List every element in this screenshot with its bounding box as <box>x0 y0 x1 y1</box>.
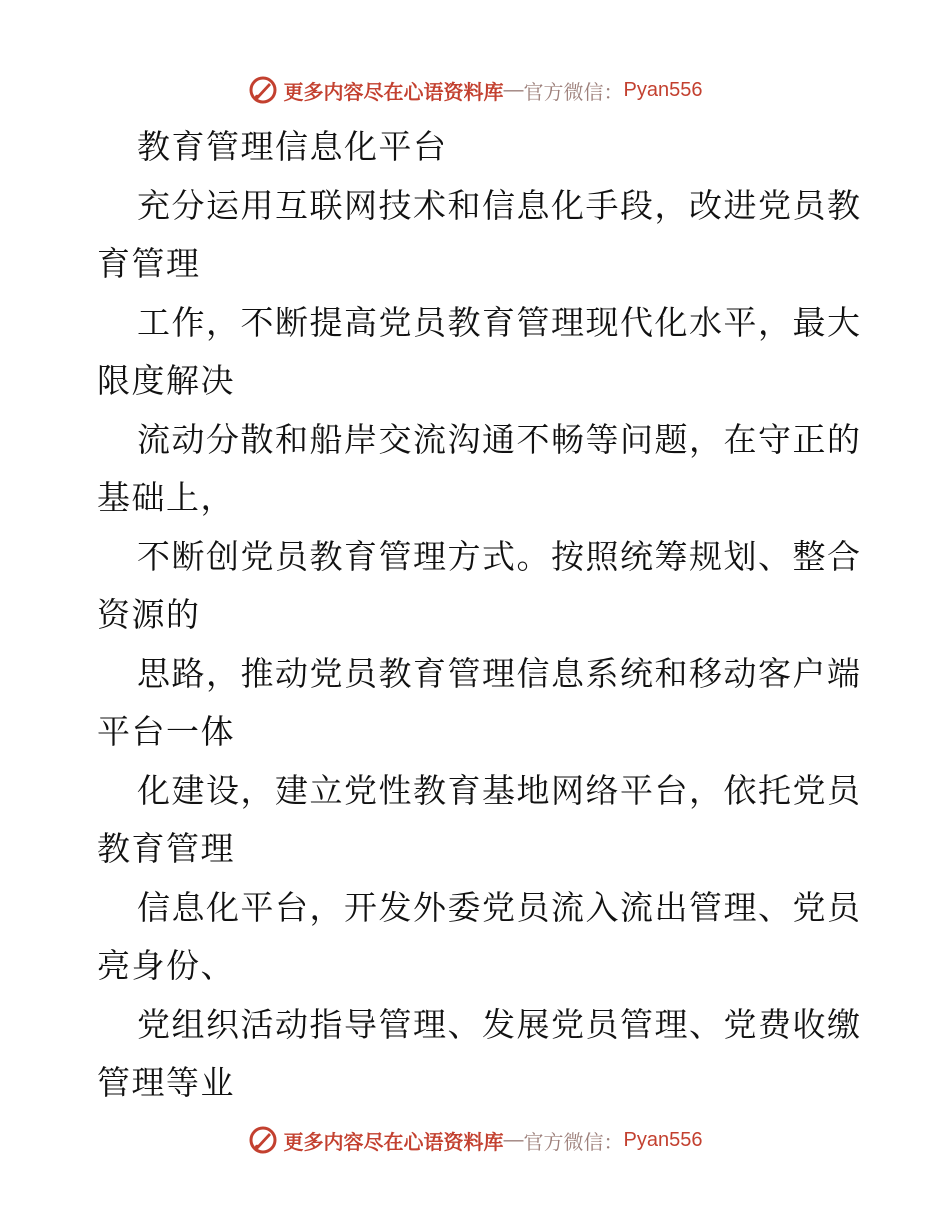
document-line: 不断创党员教育管理方式。按照统筹规划、整合 <box>137 536 862 576</box>
header-banner <box>0 70 950 110</box>
document-line: 思路，推动党员教育管理信息系统和移动客户端 <box>137 653 862 693</box>
footer-banner <box>0 1120 950 1160</box>
document-body <box>97 118 862 1113</box>
document-line: 党组织活动指导管理、发展党员管理、党费收缴 <box>137 1004 862 1044</box>
banner-wechat-label: 官方微信： <box>523 79 624 104</box>
document-line: 化建设，建立党性教育基地网络平台，依托党员 <box>137 770 862 810</box>
document-line: 流动分散和船岸交流沟通不畅等问题，在守正的 <box>137 419 862 459</box>
document-line: 基础上， <box>97 478 235 517</box>
document-line: 限度解决 <box>97 361 235 400</box>
document-line: 管理等业 <box>97 1063 235 1102</box>
banner-main-text: 更多内容尽在心语资料库 <box>283 1129 504 1154</box>
banner-wechat-id: Pyan556 <box>623 1128 703 1151</box>
banner-separator: — <box>503 78 524 101</box>
document-line: 亮身份、 <box>97 946 235 985</box>
document-line: 资源的 <box>97 595 201 634</box>
document-line: 信息化平台，开发外委党员流入流出管理、党员 <box>137 887 862 927</box>
document-line: 工作，不断提高党员教育管理现代化水平，最大 <box>137 302 862 342</box>
banner-main-text: 更多内容尽在心语资料库 <box>283 79 504 104</box>
document-line: 育管理 <box>97 244 201 283</box>
document-line: 教育管理信息化平台 <box>137 127 448 166</box>
ink-brush-logo-icon <box>248 1125 278 1155</box>
banner-separator: — <box>503 1128 524 1151</box>
document-line: 充分运用互联网技术和信息化手段，改进党员教 <box>137 185 862 225</box>
document-line: 平台一体 <box>97 712 235 751</box>
document-line: 教育管理 <box>97 829 235 868</box>
banner-wechat-label: 官方微信： <box>523 1129 624 1154</box>
ink-brush-logo-icon <box>248 75 278 105</box>
banner-wechat-id: Pyan556 <box>623 78 703 101</box>
